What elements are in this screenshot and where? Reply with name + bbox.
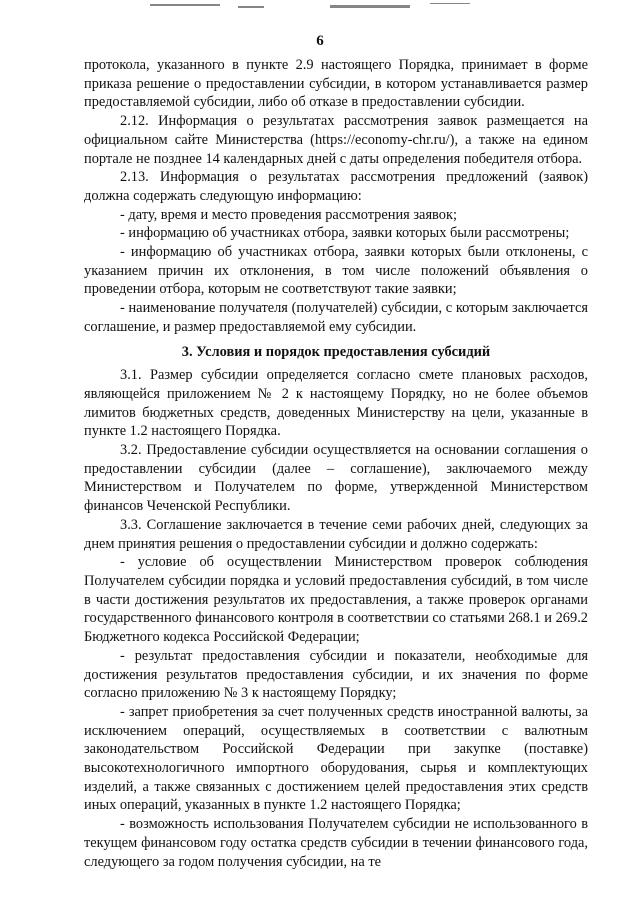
section-heading: 3. Условия и порядок предоставления субсидий — [181, 343, 491, 360]
scan-artifact — [430, 3, 470, 4]
paragraph: 3.1. Размер субсидии определяется согласно смете плановых расходов, являющейся приложением № 2 к настоящему Порядку, но не более объемов лимитов бюджетных средств, доведенных Министерству на цели, указанные в пункте 1.2 настоящего Порядка. — [84, 367, 588, 440]
paragraph: - возможность использования Получателем субсидии не использованного в текущем финансовом году остатка средств субсидии в течении финансового года, следующего за годом получения субсидии, на те — [84, 816, 588, 870]
paragraph: 2.12. Информация о результатах рассмотрения заявок размещается на официальном сайте Министерства (https://economy-chr.ru/), а также на едином портале не позднее 14 календарных дней с даты определения победителя отбора. — [84, 113, 588, 167]
paragraph: - результат предоставления субсидии и показатели, необходимые для достижения результатов предоставления субсидии, и их значения по форме согласно приложению № 3 к настоящему Порядку; — [84, 647, 588, 702]
paragraph: - дату, время и место проведения рассмотрения заявок; — [120, 206, 457, 223]
paragraph: - запрет приобретения за счет полученных средств иностранной валюты, за исключением операций, осуществляемых в соответствии с валютным законодательством Российской Федерации при закупке (поставке) высокотехнологичного импортного оборудования, сырья и комплектующих изделий, а также связанных с достижением целей предоставления этих средств иных операций, указанных в пункте 1.2 настоящего Порядка; — [84, 703, 588, 814]
paragraph: 3.3. Соглашение заключается в течение семи рабочих дней, следующих за днем принятия решения о предоставлении субсидии и должно содержать: — [84, 516, 588, 552]
paragraph: 2.13. Информация о результатах рассмотрения предложений (заявок) должна содержать следующую информацию: — [84, 169, 588, 204]
paragraph: протокола, указанного в пункте 2.9 настоящего Порядка, принимает в форме приказа решение о предоставлении субсидии, в котором устанавливается размер предоставляемой субсидии, либо об отказе в предоставлении субсидии. — [84, 57, 588, 111]
scan-artifact — [330, 5, 410, 8]
scan-artifact — [238, 6, 264, 8]
scan-artifact — [150, 4, 220, 6]
paragraph: - наименование получателя (получателей) субсидии, с которым заключается соглашение, и размер предоставляемой ему субсидии. — [84, 300, 588, 335]
paragraph: - информацию об участниках отбора, заявки которых были рассмотрены; — [120, 225, 570, 242]
paragraph: 3.2. Предоставление субсидии осуществляется на основании соглашения о предоставлении субсидии (далее – соглашение), заключаемого между Министерством и Получателем по форме, утвержденной Министерством финансов Чеченской Республики. — [84, 442, 588, 515]
document-body — [84, 56, 588, 871]
paragraph: - условие об осуществлении Министерством проверок соблюдения Получателем субсидии порядка и условий предоставления субсидий, в том числе в части достижения результатов их предоставления, а также проверок органами государственного финансового контроля в соответствии со статьями 268.1 и 269.2 Бюджетного кодекса Российской Федерации; — [84, 554, 588, 646]
page-number: 6 — [316, 33, 324, 49]
paragraph: - информацию об участниках отбора, заявки которых были отклонены, с указанием причин их отклонения, в том числе положений объявления о проведении отбора, которым не соответствуют такие заявки; — [84, 244, 588, 298]
